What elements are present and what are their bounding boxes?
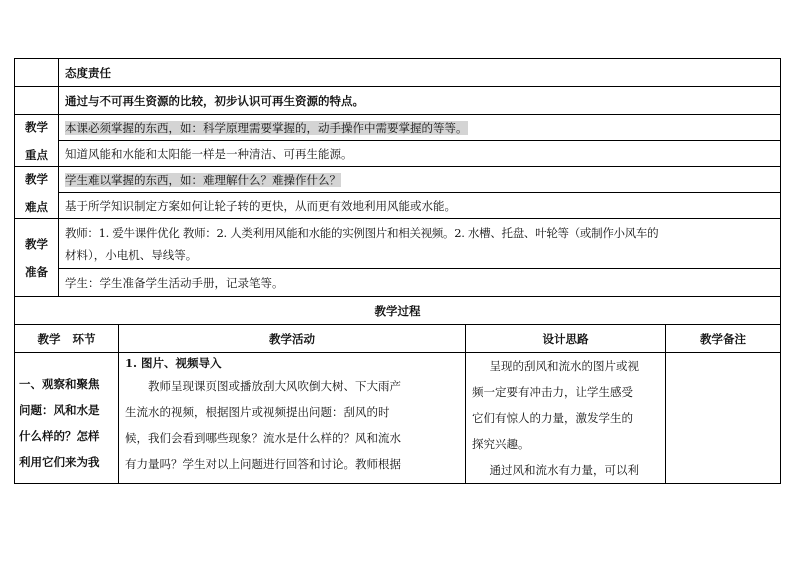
stage-line: 问题：风和水是 bbox=[19, 403, 100, 417]
header-design-idea: 设计思路 bbox=[466, 325, 666, 353]
preparation-label bbox=[15, 219, 59, 297]
design-idea-cell bbox=[466, 353, 666, 484]
activity-line: 候，我们会看到哪些现象？流水是什么样的？风和流水 bbox=[125, 431, 401, 445]
difficulties-line1 bbox=[59, 167, 781, 193]
label-line: 准备 bbox=[25, 264, 48, 279]
idea-line: 频一定要有冲击力，让学生感受 bbox=[472, 385, 633, 399]
process-title: 教学过程 bbox=[15, 297, 781, 325]
difficulties-line2: 基于所学知识制定方案如何让轮子转的更快，从而更有效地利用风能或水能。 bbox=[59, 193, 781, 219]
blank-label-cell bbox=[15, 59, 59, 87]
label-line: 难点 bbox=[25, 199, 48, 214]
highlighted-text: 学生难以掌握的东西，如：难理解什么？难操作什么？ bbox=[65, 172, 341, 187]
label-line: 重点 bbox=[25, 147, 48, 162]
header-notes: 教学备注 bbox=[666, 325, 781, 353]
idea-line: 探究兴趣。 bbox=[472, 437, 530, 451]
teaching-process-table bbox=[14, 296, 781, 484]
activity-cell bbox=[119, 353, 466, 484]
idea-line: 通过风和流水有力量，可以利 bbox=[489, 463, 639, 477]
header-activity: 教学活动 bbox=[119, 325, 466, 353]
label-line: 教学 bbox=[25, 119, 48, 134]
idea-line: 呈现的刮风和流水的图片或视 bbox=[489, 359, 639, 373]
stage-cell bbox=[15, 353, 119, 484]
attitude-heading: 态度责任 bbox=[59, 59, 781, 87]
difficulties-label bbox=[15, 167, 59, 219]
lesson-info-table bbox=[14, 58, 781, 297]
header-stage: 教学 环节 bbox=[15, 325, 119, 353]
label-line: 教学 bbox=[25, 171, 48, 186]
activity-line: 教师呈现课页图或播放刮大风吹倒大树、下大雨产 bbox=[148, 379, 401, 393]
activity-line: 生流水的视频，根据图片或视频提出问题：刮风的时 bbox=[125, 405, 390, 419]
label-line: 教学 bbox=[25, 236, 48, 251]
activity-heading: 1. 图片、视频导入 bbox=[125, 356, 222, 370]
student-preparation: 学生：学生准备学生活动手册，记录笔等。 bbox=[59, 269, 781, 297]
highlighted-text: 本课必须掌握的东西，如：科学原理需要掌握的，动手操作中需要掌握的等等。 bbox=[65, 120, 468, 135]
stage-line: 什么样的？怎样 bbox=[19, 429, 100, 443]
blank-label-cell bbox=[15, 87, 59, 115]
key-points-label bbox=[15, 115, 59, 167]
objective-text: 通过与不可再生资源的比较，初步认识可再生资源的特点。 bbox=[59, 87, 781, 115]
stage-line: 一、观察和聚焦 bbox=[19, 377, 100, 391]
idea-line: 它们有惊人的力量，激发学生的 bbox=[472, 411, 633, 425]
notes-cell bbox=[666, 353, 781, 484]
stage-line: 利用它们来为我 bbox=[19, 455, 100, 469]
activity-line: 有力量吗？学生对以上问题进行回答和讨论。教师根据 bbox=[125, 457, 401, 471]
teacher-prep-line1: 教师：1. 爱牛课件优化 教师：2. 人类利用风能和水能的实例图片和相关视频。2. 水槽、托盘、叶轮等（或制作小风车的 bbox=[65, 225, 659, 240]
teacher-prep-line2: 材料），小电机、导线等。 bbox=[65, 247, 198, 262]
teacher-preparation bbox=[59, 219, 781, 269]
key-points-line1 bbox=[59, 115, 781, 141]
key-points-line2: 知道风能和水能和太阳能一样是一种清洁、可再生能源。 bbox=[59, 141, 781, 167]
